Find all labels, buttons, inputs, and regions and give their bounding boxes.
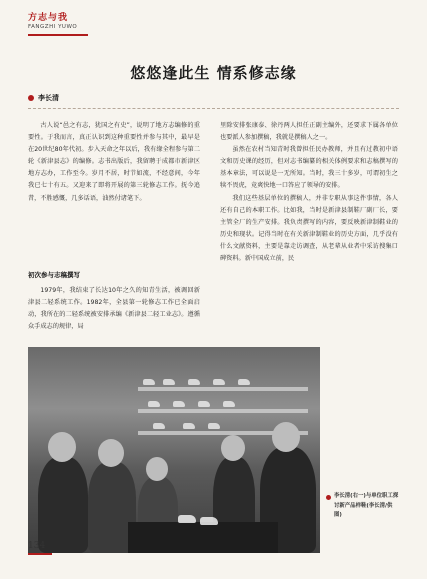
- section-title: 方志与我: [28, 13, 69, 23]
- intro-paragraph: 古人说“邑之有志，犹国之有史”，说明了地方志编修的重要性。于我而言，真正认识到这种重要性并参与其中，最早是在20世纪80年代初。步入天命之年以后，我有缘全程参与第二轮《新津县志》的编修。志书出版后，我留聘于成都市新津区地方志办，工作至今。岁月不居，时节如流，不经意间，今年我已七十有五。又迎来了即将开展的第三轮修志工作。抚今追昔，不胜感慨，几多话语，油然付诸笔下。: [28, 122, 200, 202]
- section-tag: [28, 10, 77, 30]
- photo-caption: 李长清(右一)与单位职工探讨新产品样鞋(李长清/供图): [334, 493, 399, 518]
- article-title: 悠悠逢此生 情系修志缘: [130, 64, 297, 82]
- page-number-bar: [28, 553, 52, 555]
- shoe: [208, 423, 220, 429]
- paragraph-2: 1979年，我结束了长达10年之久的知青生活，被调回新津县二轻系统工作。1982年，全县第一轮修志工作已全面启动，我所在的二轻系统被安排承编《新津县二轻工业志》。遵循众手成志的规律，局: [28, 287, 200, 331]
- author-line: [28, 93, 59, 103]
- shoe: [163, 379, 175, 385]
- shoe: [238, 379, 250, 385]
- shoe: [198, 401, 210, 407]
- shoe: [213, 379, 225, 385]
- person-head: [272, 422, 300, 452]
- right-paragraph-2: 虽然在农村当知青时我曾担任民办教师，并且有过教初中语文和历史课的经历，但对志书编纂的相关体例要求和志稿撰写的基本章法，可以说是一无所知。当时，我三十多岁，可谓初生之犊不畏虎，竟爽快地一口答应了领导的安排。: [220, 146, 398, 190]
- shelf: [138, 409, 308, 413]
- person: [38, 457, 88, 553]
- table: [128, 522, 278, 553]
- sample-shoe: [178, 515, 196, 523]
- section-rule: [28, 34, 88, 36]
- shoe: [148, 401, 160, 407]
- shoe: [183, 423, 195, 429]
- page-number: 134: [28, 541, 46, 551]
- shoe: [153, 423, 165, 429]
- left-column-intro: [28, 120, 200, 205]
- person-head: [48, 432, 76, 462]
- shoe: [173, 401, 185, 407]
- person-head: [98, 439, 124, 467]
- person-head: [221, 435, 245, 461]
- sample-shoe: [200, 517, 218, 525]
- left-column-body: [28, 285, 200, 333]
- right-column: [220, 120, 398, 265]
- shoe: [188, 379, 200, 385]
- section-pinyin: FANGZHI YUWO: [28, 24, 78, 30]
- author-divider: [28, 108, 399, 109]
- author-name: 李长清: [38, 94, 59, 102]
- shelf: [138, 387, 308, 391]
- subheading: 初次参与志稿撰写: [28, 271, 80, 279]
- person-head: [146, 457, 168, 481]
- historical-photo: [28, 347, 320, 553]
- right-paragraph-3: 我们这些基层单位的撰稿人，并非专职从事这件事情，各人还有自己的本职工作。比如我，当时是新津县制鞋厂副厂长，要主管全厂的生产安排。我负责撰写的内容，要反映新津制鞋业的历史和现状。记得当时在有关新津制鞋业的历史方面，几乎没有什么文献资料，主要是靠走访调查，从老辈从业者中采访搜集口碑资料。新中国成立前，民: [220, 194, 398, 263]
- shoe: [223, 401, 235, 407]
- right-paragraph-1: 里除安排张康泰、徐丹两人担任正副主编外，还要求下属各单位也要派人参加撰稿，我就是撰稿人之一。: [220, 122, 398, 142]
- shoe: [143, 379, 155, 385]
- caption-bullet-icon: [326, 495, 331, 500]
- author-bullet-icon: [28, 95, 34, 101]
